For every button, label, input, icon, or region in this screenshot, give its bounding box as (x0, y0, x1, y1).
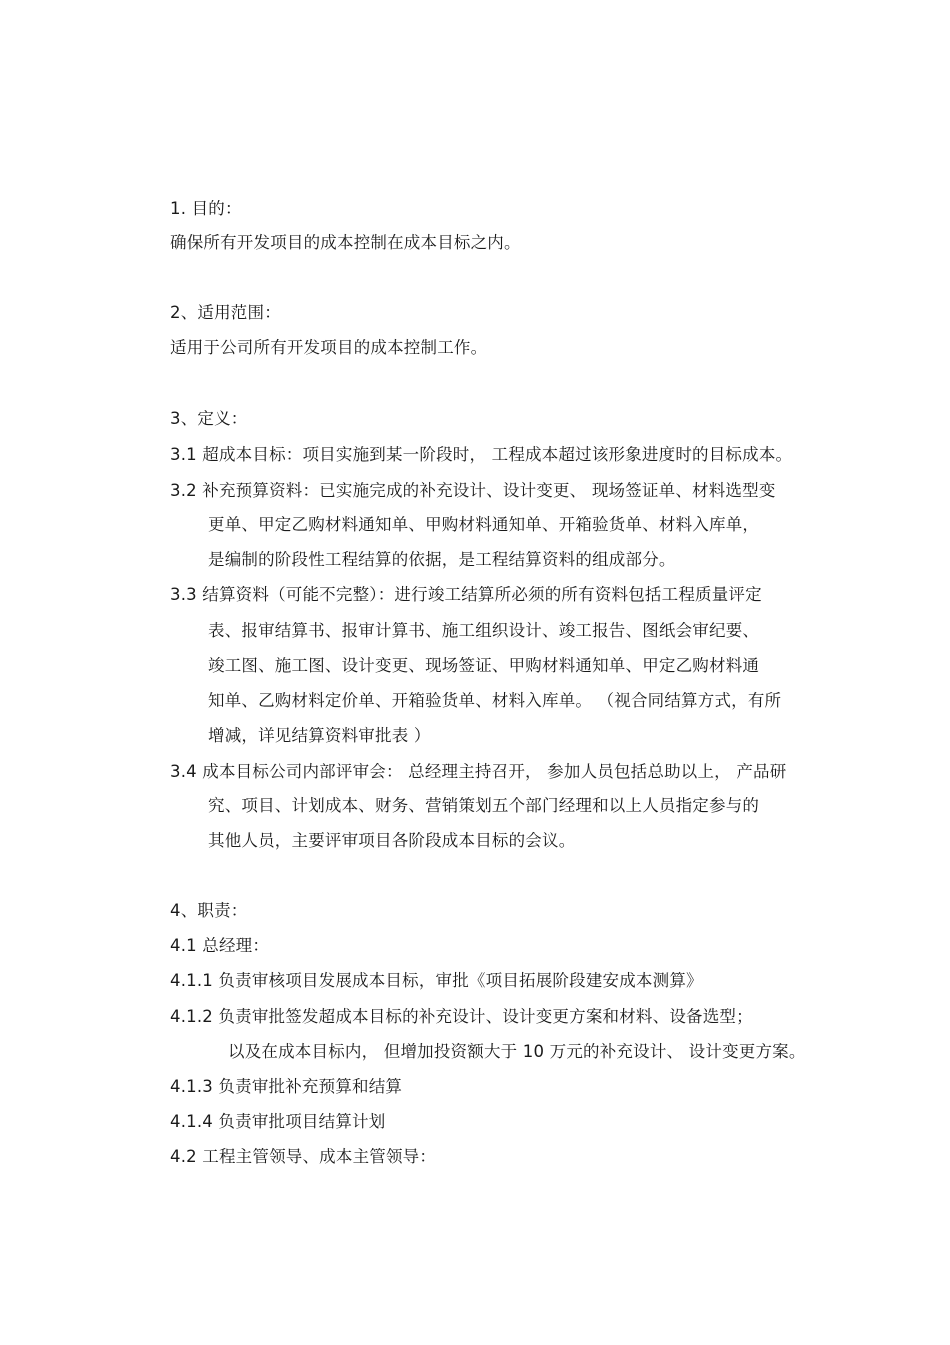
definition-3-4: 3.4 成本目标公司内部评审会： 总经理主持召开， 参加人员包括总助以上， 产品研 (170, 762, 787, 781)
section-2-heading: 2、适用范围： (170, 303, 281, 322)
definition-3-1: 3.1 超成本目标：项目实施到某一阶段时， 工程成本超过该形象进度时的目标成本。 (170, 445, 793, 464)
duty-4-1-1: 4.1.1 负责审核项目发展成本目标，审批《项目拓展阶段建安成本测算》 (170, 971, 703, 990)
section-1-heading: 1. 目的： (170, 199, 242, 218)
definition-3-4-cont: 究、项目、计划成本、财务、营销策划五个部门经理和以上人员指定参与的 (208, 796, 760, 815)
duty-4-2: 4.2 工程主管领导、成本主管领导： (170, 1147, 437, 1166)
duty-4-1-2: 4.1.2 负责审批签发超成本目标的补充设计、设计变更方案和材料、设备选型； (170, 1007, 753, 1026)
definition-3-2-cont: 是编制的阶段性工程结算的依据，是工程结算资料的组成部分。 (208, 550, 676, 569)
definition-3-3-cont: 知单、乙购材料定价单、开箱验货单、材料入库单。 （视合同结算方式，有所 (208, 691, 782, 710)
duty-4-1: 4.1 总经理： (170, 936, 270, 955)
section-4-heading: 4、职责： (170, 901, 248, 920)
definition-3-4-cont: 其他人员，主要评审项目各阶段成本目标的会议。 (208, 831, 576, 850)
duty-4-1-3: 4.1.3 负责审批补充预算和结算 (170, 1077, 403, 1096)
section-1-body: 确保所有开发项目的成本控制在成本目标之内。 (170, 233, 521, 252)
section-2-body: 适用于公司所有开发项目的成本控制工作。 (170, 338, 488, 357)
section-3-heading: 3、定义： (170, 409, 248, 428)
definition-3-2-cont: 更单、甲定乙购材料通知单、甲购材料通知单、开箱验货单、材料入库单， (208, 515, 760, 534)
definition-3-3-cont: 竣工图、施工图、设计变更、现场签证、甲购材料通知单、甲定乙购材料通 (208, 656, 760, 675)
definition-3-2: 3.2 补充预算资料：已实施完成的补充设计、设计变更、 现场签证单、材料选型变 (170, 481, 776, 500)
duty-4-1-2-cont: 以及在成本目标内， 但增加投资额大于 10 万元的补充设计、 设计变更方案。 (228, 1042, 806, 1061)
duty-4-1-4: 4.1.4 负责审批项目结算计划 (170, 1112, 386, 1131)
definition-3-3-cont: 表、报审结算书、报审计算书、施工组织设计、竣工报告、图纸会审纪要、 (208, 621, 760, 640)
definition-3-3: 3.3 结算资料（可能不完整）：进行竣工结算所必须的所有资料包括工程质量评定 (170, 585, 762, 604)
definition-3-3-cont: 增减，详见结算资料审批表 ） (208, 726, 431, 745)
